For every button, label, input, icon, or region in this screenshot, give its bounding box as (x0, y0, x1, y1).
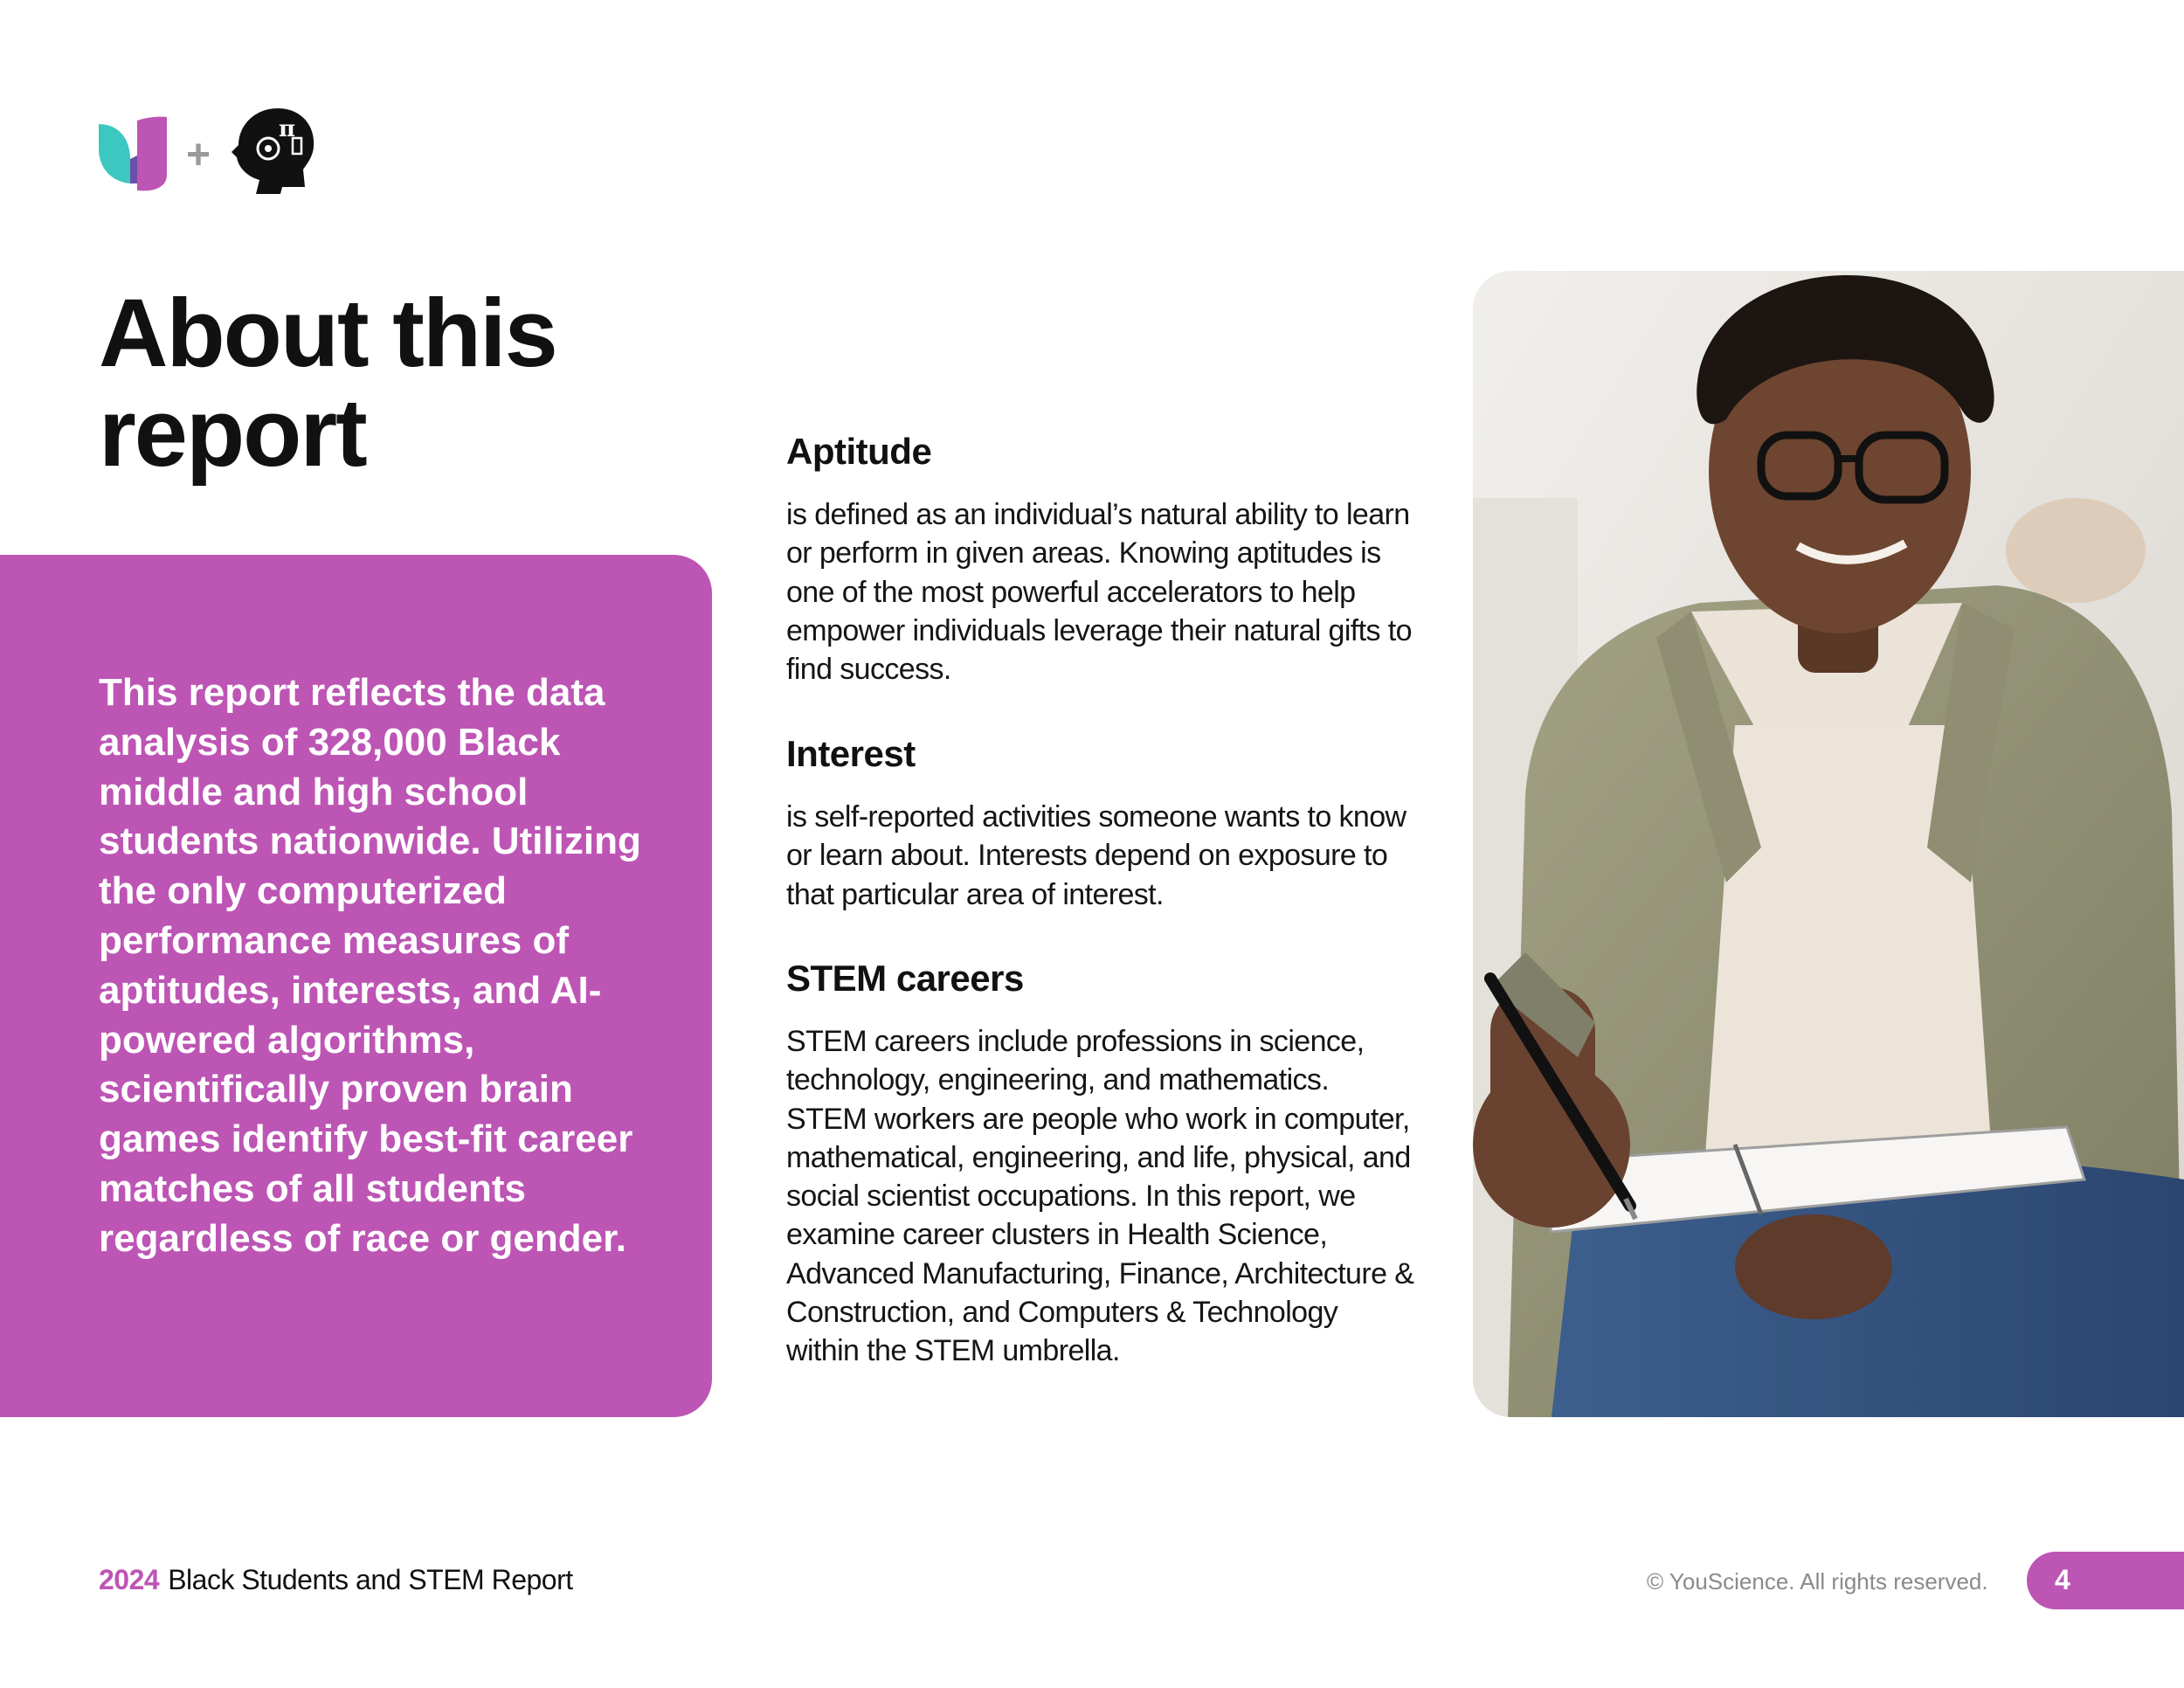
header-logos (99, 107, 308, 196)
page-number: 4 (2055, 1564, 2070, 1595)
footer-report-title (99, 1564, 573, 1596)
section-heading: STEM careers (786, 958, 1024, 999)
page-number-tab (2027, 1552, 2184, 1609)
footer-year: 2024 (99, 1564, 160, 1595)
title-line-1: About this (99, 280, 556, 387)
page-title (99, 280, 710, 487)
section-interest (786, 733, 1415, 914)
section-body: STEM careers include professions in science, technology, engineering, and mathematics. STEM workers are people who work in computer, mathematical, engineering, and life, physical, and social scientist occupations. In this report, we examine career clusters in Health Science, Advanced Manufacturing, Finance, Architecture & Construction, and Computers & Technology within the STEM umbrella. (786, 1025, 1414, 1368)
section-body: is defined as an individual’s natural ability to learn or perform in given areas. Knowing aptitudes is one of the most powerful accelerators to help empower individuals leverage their natural gifts to find success. (786, 498, 1412, 687)
section-heading: Aptitude (786, 431, 932, 472)
summary-text: This report reflects the data analysis of 328,000 Black middle and high school students nationwide. Utilizing the only computerized performance measures of aptitudes, interests, and AI-powered algorithms, scientifically proven brain games identify best-fit career matches of all students regardless of race or gender. (99, 671, 641, 1260)
stem-head-silhouette-icon (230, 107, 317, 196)
photo-illustration (1473, 271, 2184, 1417)
section-body: is self-reported activities someone wants to know or learn about. Interests depend on exposure to that particular area of interest. (786, 800, 1406, 911)
plus-sign: + (186, 132, 211, 178)
svg-text:π: π (279, 116, 296, 142)
section-stem-careers (786, 958, 1415, 1371)
student-writing-in-notebook-photo (1473, 271, 2184, 1417)
section-heading: Interest (786, 733, 916, 774)
youscience-leaf-logo-icon (99, 114, 169, 192)
title-line-2: report (99, 379, 366, 487)
footer-title: Black Students and STEM Report (168, 1564, 573, 1595)
section-aptitude (786, 431, 1415, 688)
copyright-notice: © YouScience. All rights reserved. (1647, 1568, 1988, 1595)
